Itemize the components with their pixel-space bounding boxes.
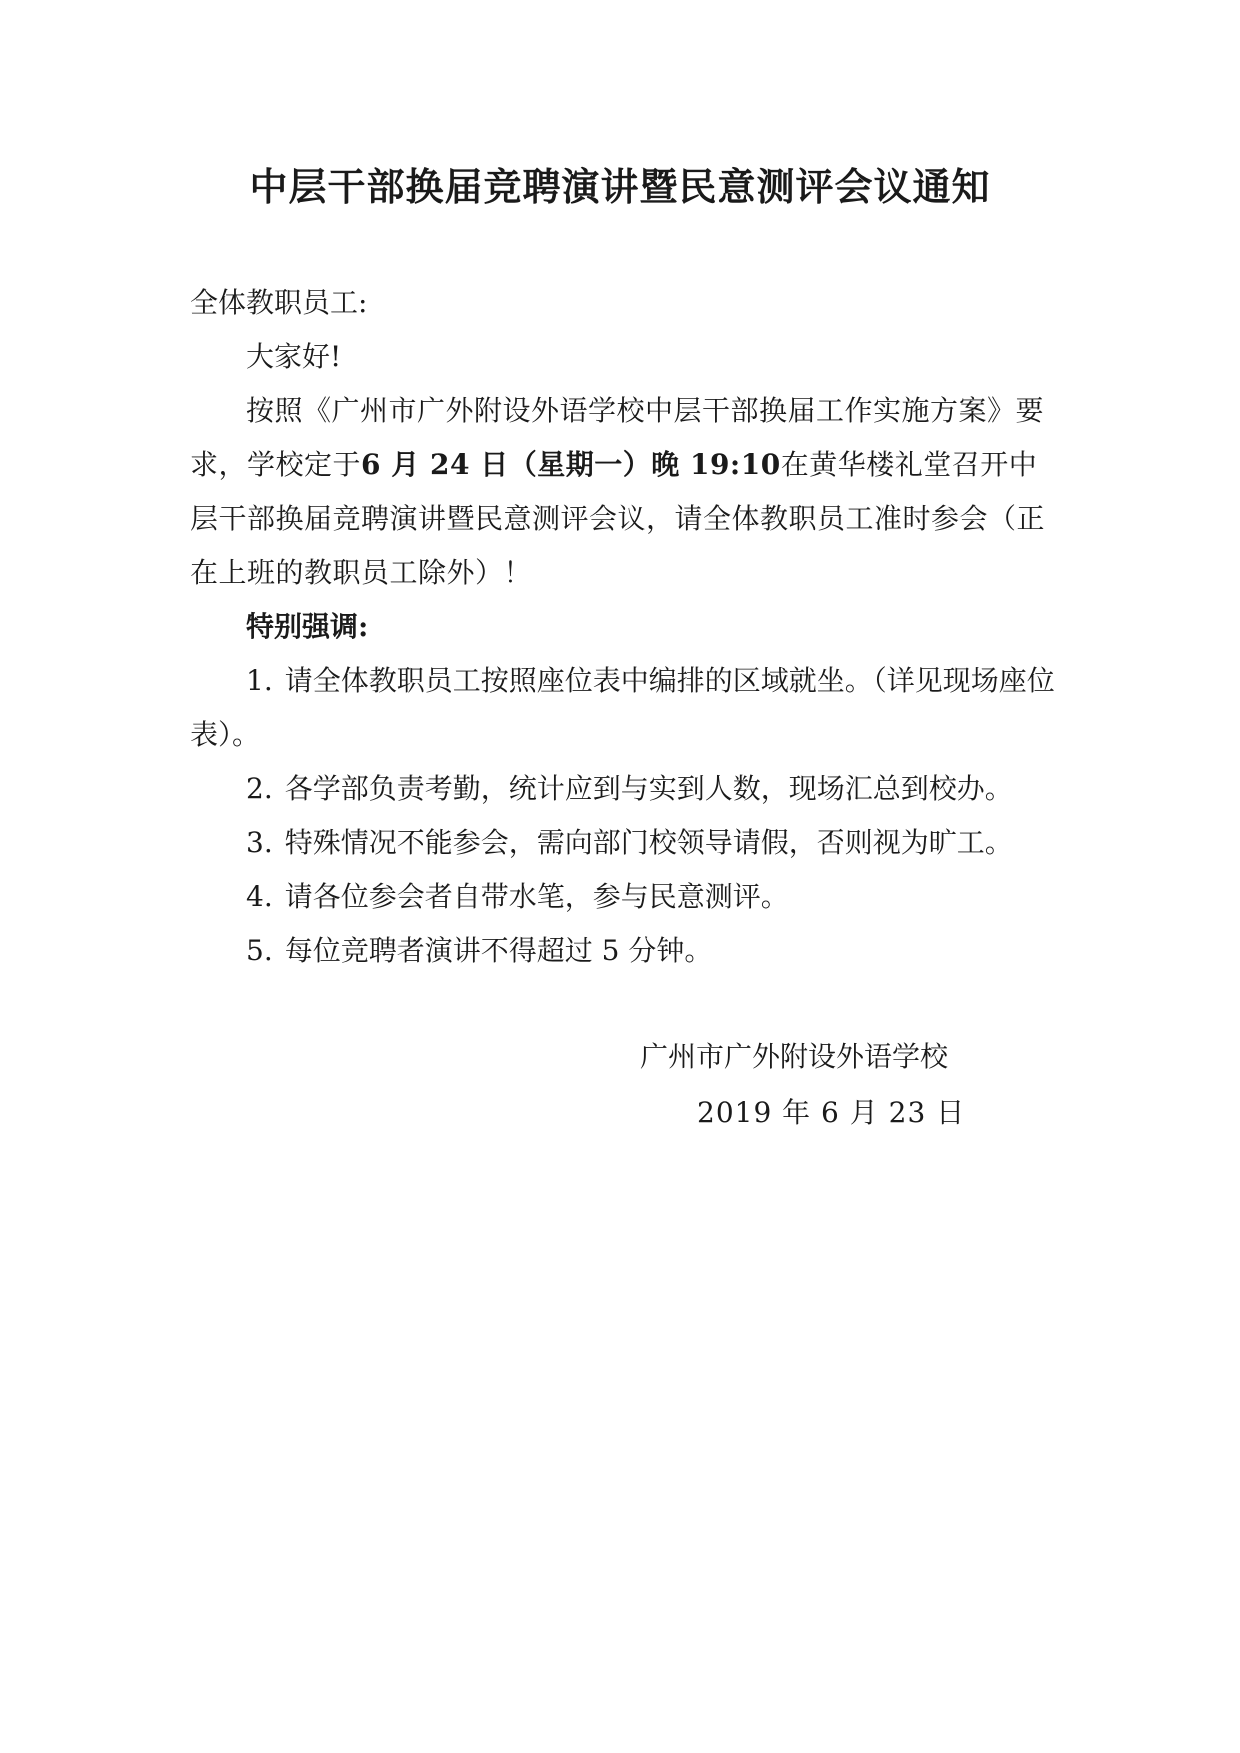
- paragraph-part1: 按照《广州市广外附设外语学校中层干部换届工作实施方案》要求，学校定于: [190, 394, 1045, 481]
- signature: 广州市广外附设外语学校: [640, 1040, 949, 1073]
- list-item: [190, 816, 1062, 870]
- item-number: 3.: [246, 826, 273, 859]
- item-text: 各学部负责考勤，统计应到与实到人数，现场汇总到校办。: [284, 772, 1013, 805]
- list-item: [190, 762, 1062, 816]
- paragraph-part2: 在黄华楼礼堂召开中层干部换届竞聘演讲暨民意测评会议，请全体教职员工准时参会（正在上班的教职员工除外）！: [190, 448, 1046, 589]
- item-number: 2.: [246, 772, 273, 805]
- item-text: 每位竞聘者演讲不得超过 5 分钟。: [284, 934, 713, 967]
- item-text: 请全体教职员工按照座位表中编排的区域就坐。（详见现场座位表）。: [190, 664, 1055, 751]
- salutation: 全体教职员工:: [190, 286, 368, 319]
- document-title: 中层干部换届竞聘演讲暨民意测评会议通知: [249, 165, 991, 209]
- greeting: 大家好!: [246, 340, 342, 373]
- emphasis-heading: 特别强调:: [246, 610, 369, 643]
- item-number: 4.: [246, 880, 273, 913]
- list-item: [190, 924, 1062, 978]
- main-paragraph: [190, 384, 1062, 600]
- item-number: 5.: [246, 934, 273, 967]
- item-number: 1.: [246, 664, 273, 697]
- list-item: [190, 654, 1062, 762]
- item-text: 请各位参会者自带水笔，参与民意测评。: [284, 880, 789, 913]
- list-item: [190, 870, 1062, 924]
- document-date: 2019 年 6 月 23 日: [697, 1096, 966, 1129]
- item-text: 特殊情况不能参会，需向部门校领导请假，否则视为旷工。: [284, 826, 1013, 859]
- meeting-time: 6 月 24 日（星期一）晚 19:10: [361, 448, 781, 481]
